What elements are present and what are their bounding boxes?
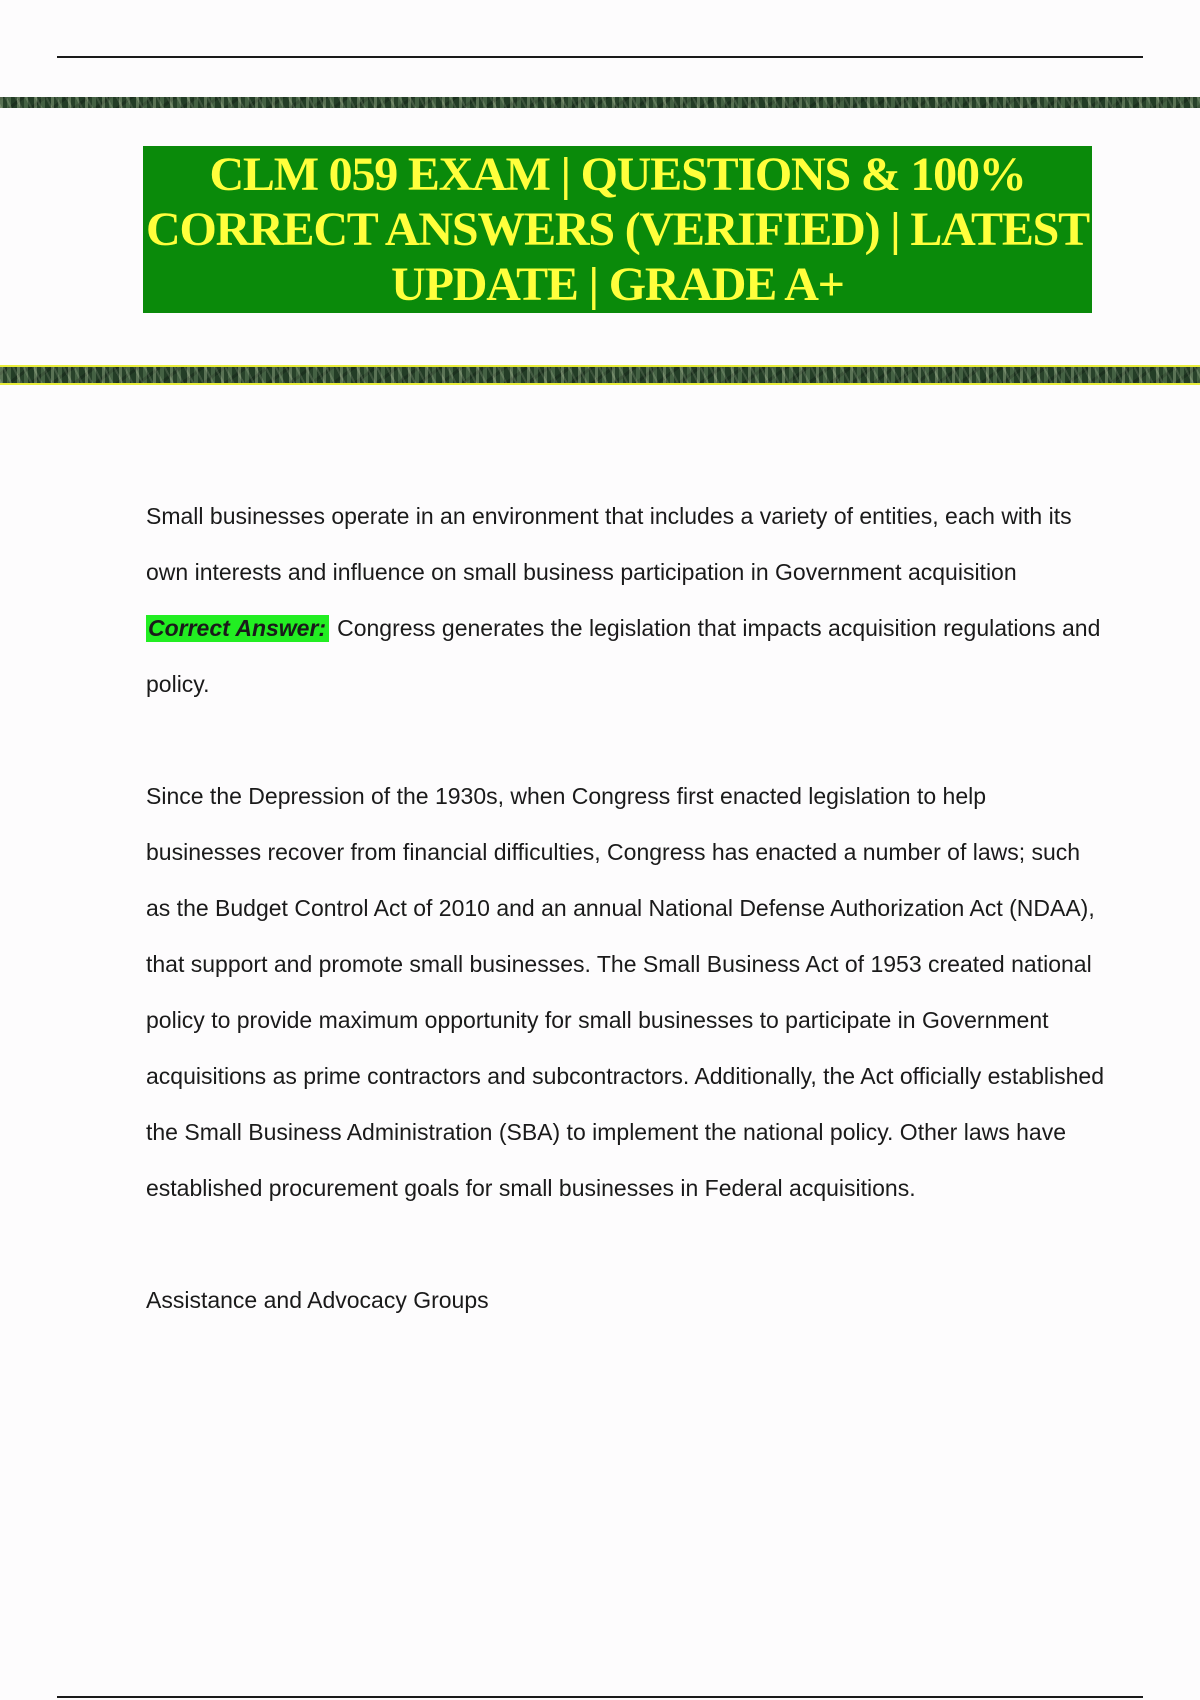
paragraph-spacer xyxy=(146,712,1106,768)
decorative-band-bottom xyxy=(0,365,1200,385)
top-rule xyxy=(57,56,1143,58)
paragraph-spacer xyxy=(146,1216,1106,1272)
answer-block xyxy=(146,600,1106,712)
body-paragraph: Since the Depression of the 1930s, when Congress first enacted legislation to help businesses recover from financial difficulties, Congress has enacted a number of laws; such as the Budget Control Act of 2010 and an annual National Defense Authorization Act (NDAA), that support and promote small businesses. The Small Business Act of 1953 created national policy to provide maximum opportunity for small businesses to participate in Government acquisitions as prime contractors and subcontractors. Additionally, the Act officially established the Small Business Administration (SBA) to implement the national policy. Other laws have established procurement goals for small businesses in Federal acquisitions. xyxy=(146,783,1104,1201)
correct-answer-label: Correct Answer: xyxy=(146,615,329,642)
question-text: Small businesses operate in an environment that includes a variety of entities, each with its own interests and influence on small business participation in Government acquisition xyxy=(146,503,1072,585)
title-banner xyxy=(143,146,1092,313)
document-body xyxy=(146,488,1106,1328)
bottom-rule xyxy=(57,1696,1143,1698)
decorative-band-top xyxy=(0,97,1200,108)
answer-text: Congress generates the legislation that impacts acquisition regulations and policy. xyxy=(146,615,1101,697)
section-heading: Assistance and Advocacy Groups xyxy=(146,1287,489,1313)
document-title: CLM 059 EXAM | QUESTIONS & 100% CORRECT ANSWERS (VERIFIED) | LATEST UPDATE | GRADE A+ xyxy=(145,148,1089,311)
